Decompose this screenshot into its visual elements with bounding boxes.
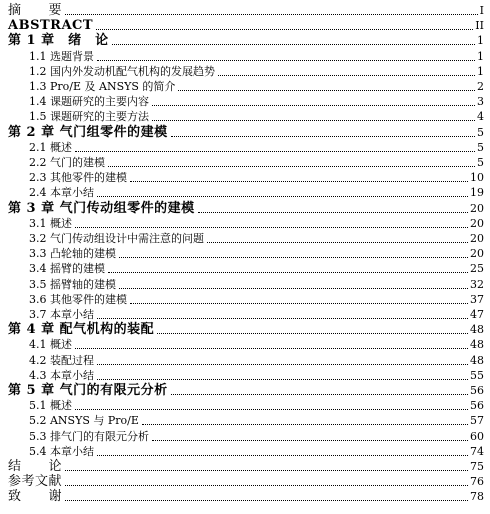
- toc-entry-section: [0, 368, 490, 383]
- dot-leader: [75, 409, 468, 410]
- toc-entry-section: [0, 398, 490, 413]
- toc-entry-section: [0, 307, 490, 322]
- toc-entry-page-number: 55: [470, 368, 484, 382]
- toc-entry-page-number: 5: [477, 125, 484, 139]
- toc-entry-title: 摘 要: [8, 3, 63, 18]
- toc-entry-title: 5.1 概述: [29, 399, 72, 413]
- dot-leader: [198, 212, 468, 213]
- toc-entry-section: [0, 429, 490, 444]
- toc-entry-page-number: 20: [470, 216, 484, 230]
- toc-entry-title: 第 4 章 配气机构的装配: [8, 322, 155, 338]
- toc-entry-page-number: 25: [470, 262, 484, 276]
- toc-entry-page-number: 47: [470, 308, 484, 321]
- toc-entry-section: [0, 246, 490, 261]
- toc-entry-title: 5.2 ANSYS 与 Pro/E: [29, 414, 139, 428]
- toc-entry-title: 1.4 课题研究的主要内容: [29, 95, 149, 109]
- toc-entry-page-number: 56: [470, 384, 484, 397]
- toc-entry-page-number: 76: [470, 475, 484, 489]
- dot-leader: [96, 29, 473, 30]
- toc-entry-page-number: 60: [470, 429, 484, 443]
- toc-entry-title: 致 谢: [8, 489, 63, 505]
- toc-entry-page-number: 20: [470, 232, 484, 245]
- toc-entry-page-number: 1: [477, 49, 484, 63]
- toc-entry-chapter: [0, 33, 490, 48]
- toc-entry-page-number: 48: [470, 338, 484, 352]
- toc-entry-section: [0, 292, 490, 307]
- toc-entry-page-number: 57: [470, 414, 484, 428]
- dot-leader: [108, 166, 475, 167]
- toc-entry-chapter: [0, 125, 490, 140]
- toc-entry-title: 2.1 概述: [29, 140, 72, 154]
- dot-leader: [171, 136, 475, 137]
- toc-entry-section: [0, 216, 490, 231]
- toc-entry-section: [0, 155, 490, 170]
- toc-entry-page-number: 32: [470, 277, 484, 291]
- dot-leader: [75, 348, 468, 349]
- toc-entry-title: 5.3 排气门的有限元分析: [29, 429, 149, 443]
- dot-leader: [157, 333, 468, 334]
- dot-leader: [97, 379, 468, 380]
- toc-entry-title: 1.5 课题研究的主要方法: [29, 110, 149, 124]
- dot-leader: [142, 424, 468, 425]
- dot-leader: [65, 470, 468, 471]
- toc-entry-page-number: 19: [470, 186, 484, 200]
- dot-leader: [112, 44, 475, 45]
- toc-entry-title: 2.3 其他零件的建模: [29, 171, 127, 185]
- toc-entry-title: 4.1 概述: [29, 338, 72, 352]
- toc-entry-title: 第 1 章 绪 论: [8, 33, 109, 49]
- toc-entry-title: ABSTRACT: [8, 18, 94, 34]
- dot-leader: [130, 303, 468, 304]
- dot-leader: [75, 227, 468, 228]
- dot-leader: [152, 105, 475, 106]
- toc-entry-section: [0, 231, 490, 246]
- toc-entry-title: 3.1 概述: [29, 216, 72, 230]
- toc-entry-section: [0, 140, 490, 155]
- toc-entry-section: [0, 444, 490, 459]
- dot-leader: [97, 196, 468, 197]
- toc-entry-page-number: 10: [470, 171, 484, 185]
- toc-entry-title: 2.2 气门的建模: [29, 156, 105, 169]
- dot-leader: [97, 60, 475, 61]
- toc-entry-section: [0, 109, 490, 124]
- toc-entry-title: 3.7 本章小结: [29, 308, 94, 321]
- toc-entry-section: [0, 185, 490, 200]
- toc-entry-title: 第 3 章 气门传动组零件的建模: [8, 200, 195, 216]
- toc-entry-section: [0, 413, 490, 428]
- dot-leader: [119, 288, 468, 289]
- toc-entry-page-number: 75: [470, 460, 484, 473]
- toc-entry-chapter: [0, 489, 490, 504]
- dot-leader: [130, 181, 468, 182]
- toc-entry-chapter: [0, 322, 490, 337]
- toc-entry-title: 参考文献: [8, 474, 63, 490]
- toc-entry-title: 5.4 本章小结: [29, 444, 94, 458]
- dot-leader: [218, 75, 475, 76]
- toc-entry-title: 第 2 章 气门组零件的建模: [8, 124, 168, 140]
- toc-entry-page-number: 5: [477, 156, 484, 169]
- toc-entry-section: [0, 353, 490, 368]
- dot-leader: [97, 364, 468, 365]
- toc-entry-page-number: 20: [470, 247, 484, 261]
- toc-entry-title: 4.2 装配过程: [29, 353, 94, 367]
- toc-entry-chapter: [0, 3, 490, 18]
- toc-entry-section: [0, 79, 490, 94]
- toc-entry-page-number: II: [475, 19, 484, 33]
- toc-entry-title: 3.2 气门传动组设计中需注意的问题: [29, 232, 204, 245]
- dot-leader: [65, 14, 478, 15]
- toc-entry-page-number: 78: [470, 490, 484, 504]
- toc-entry-chapter: [0, 383, 490, 398]
- toc-entry-title: 3.5 摇臂轴的建模: [29, 277, 116, 291]
- toc-entry-title: 3.4 摇臂的建模: [29, 262, 105, 276]
- dot-leader: [207, 242, 468, 243]
- toc-entry-page-number: 5: [477, 140, 484, 154]
- toc-entry-title: 2.4 本章小结: [29, 186, 94, 200]
- dot-leader: [108, 272, 468, 273]
- toc-entry-section: [0, 337, 490, 352]
- toc-entry-chapter: [0, 18, 490, 33]
- dot-leader: [119, 257, 468, 258]
- toc-entry-title: 3.6 其他零件的建模: [29, 292, 127, 306]
- toc-entry-title: 4.3 本章小结: [29, 368, 94, 382]
- dot-leader: [97, 455, 468, 456]
- dot-leader: [152, 440, 468, 441]
- toc-entry-page-number: 48: [470, 353, 484, 367]
- dot-leader: [65, 485, 468, 486]
- toc-entry-title: 结 论: [8, 459, 63, 474]
- toc-entry-page-number: 37: [470, 292, 484, 306]
- toc-entry-page-number: 56: [470, 399, 484, 413]
- dot-leader: [152, 120, 475, 121]
- toc-entry-title: 3.3 凸轮轴的建模: [29, 247, 116, 261]
- toc-entry-section: [0, 170, 490, 185]
- dot-leader: [97, 318, 468, 319]
- toc-entry-chapter: [0, 201, 490, 216]
- toc-entry-section: [0, 261, 490, 276]
- toc-entry-page-number: 2: [477, 80, 484, 93]
- toc-entry-page-number: 1: [477, 34, 484, 48]
- toc-entry-page-number: 74: [470, 444, 484, 458]
- toc-entry-section: [0, 277, 490, 292]
- toc-entry-page-number: 48: [470, 323, 484, 337]
- toc-entry-title: 1.3 Pro/E 及 ANSYS 的简介: [29, 80, 176, 93]
- toc-entry-page-number: 1: [477, 64, 484, 78]
- toc-entry-title: 1.1 选题背景: [29, 49, 94, 63]
- dot-leader: [75, 151, 475, 152]
- toc-entry-chapter: [0, 474, 490, 489]
- toc-entry-title: 第 5 章 气门的有限元分析: [8, 383, 168, 398]
- toc-entry-chapter: [0, 459, 490, 474]
- toc-entry-section: [0, 64, 490, 79]
- toc-entry-section: [0, 94, 490, 109]
- dot-leader: [65, 500, 468, 501]
- dot-leader: [171, 394, 468, 395]
- toc-entry-page-number: 4: [477, 110, 484, 124]
- toc-entry-page-number: 3: [477, 95, 484, 109]
- dot-leader: [178, 90, 475, 91]
- toc-entry-title: 1.2 国内外发动机配气机构的发展趋势: [29, 64, 215, 78]
- toc-entry-page-number: I: [479, 4, 484, 17]
- toc-entry-page-number: 20: [470, 201, 484, 215]
- toc-entry-section: [0, 49, 490, 64]
